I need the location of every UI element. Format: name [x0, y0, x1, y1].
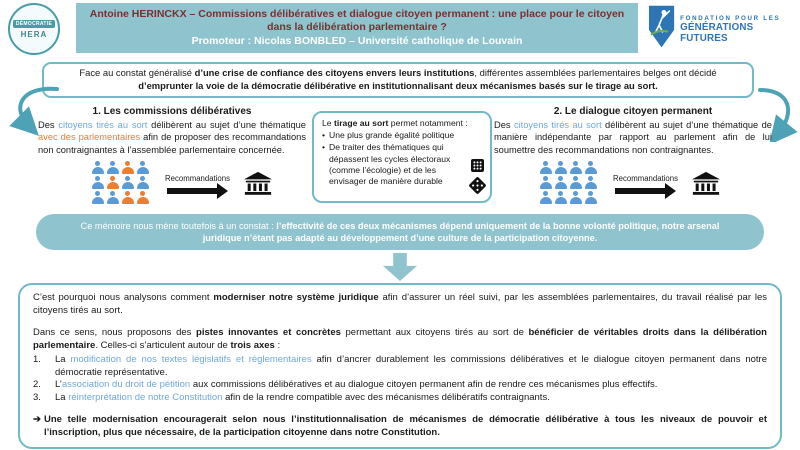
- text-segment-highlight: réinterprétation de notre Constitution: [68, 392, 223, 404]
- person-icon: [538, 191, 553, 206]
- person-icon: [120, 191, 135, 206]
- text-segment: afin de proposer des recommandations non contraignantes à l’assemblée parlementaire concernée.: [38, 132, 306, 155]
- person-icon: [553, 191, 568, 206]
- person-icon: [135, 161, 150, 176]
- down-arrow-icon: [383, 253, 417, 281]
- text-segment: Des: [494, 120, 514, 130]
- person-icon: [583, 161, 598, 176]
- bullet-text: Une plus grande égalité politique: [329, 130, 455, 141]
- bullet-text: De traiter des thématiques qui dépassent les cycles électoraux (comme l’écologie) et de les envisager de manière durable: [329, 142, 451, 186]
- text-segment: L’: [55, 379, 62, 391]
- axis-item-3: [33, 392, 767, 405]
- dice-icons: [471, 159, 484, 192]
- mechanism-1-text: [38, 119, 306, 156]
- person-icon: [90, 191, 105, 206]
- parliament-building-icon: [243, 171, 273, 197]
- text-segment-highlight: citoyens tirés au sort: [513, 120, 602, 130]
- right-arrow-icon: [615, 188, 665, 194]
- intro-statement-box: [42, 62, 754, 98]
- foundation-name-top: FONDATION POUR LES: [680, 15, 781, 22]
- poster-title: Antoine HERINCKX – Commissions délibératives et dialogue citoyen permanent : une place pour le citoyen dans la délibération parlementaire ?: [89, 7, 625, 34]
- axis-number: 3.: [33, 392, 41, 404]
- person-icon: [568, 161, 583, 176]
- mechanism-1-title: 1. Les commissions délibératives: [92, 106, 252, 117]
- mechanism-2-flow: [536, 161, 721, 206]
- finding-text: [62, 220, 738, 245]
- axis-text: [55, 379, 767, 392]
- person-icon: [105, 191, 120, 206]
- mechanism-2-section: [494, 106, 772, 156]
- text-segment-bold: moderniser notre système juridique: [213, 292, 379, 303]
- foundation-name: [680, 15, 800, 44]
- sower-figure-icon: [648, 5, 675, 49]
- final-text: Une telle modernisation encouragerait selon nous l’institutionnalisation de mécanismes de démocratie délibérative à tous les niveaux de pouvoir et l’inscription, plus que nécessaire, de la participation citoyenne dans notre Constitution.: [43, 414, 767, 439]
- person-icon: [90, 176, 105, 191]
- die-grid-icon: [471, 159, 484, 172]
- text-segment: . Celles-ci s’articulent autour de: [95, 339, 231, 351]
- axis-item-2: [33, 379, 767, 392]
- person-icon: [583, 176, 598, 191]
- person-icon: [105, 176, 120, 191]
- recommendations-label: Recommandations: [165, 173, 231, 183]
- foundation-name-bottom: GÉNÉRATIONS FUTURES: [680, 22, 754, 44]
- text-segment-bold: pistes innovantes et concrètes: [196, 326, 341, 338]
- person-icon: [568, 191, 583, 206]
- text-segment: afin d’assurer un réel suivi, par les assemblées parlementaires, du travail réalisé par les citoyens tirés au sort.: [33, 292, 768, 316]
- axis-number: 2.: [33, 379, 41, 391]
- citizens-crowd-icon: [536, 161, 600, 206]
- person-icon: [553, 161, 568, 176]
- lottery-lead: [322, 118, 482, 129]
- text-segment: Des: [38, 120, 59, 130]
- text-segment: Le: [322, 118, 334, 128]
- text-segment: permet notamment :: [388, 118, 468, 128]
- bullet-icon: •: [322, 130, 326, 141]
- person-icon: [120, 161, 135, 176]
- conclusion-paragraph-1: [33, 292, 767, 318]
- badge-ribbon-label: DÉMOCRATIE: [13, 20, 55, 28]
- text-segment: délibèrent au sujet d’une thématique: [147, 120, 306, 130]
- mechanism-1-flow: [88, 161, 273, 206]
- hera-democratie-badge: [8, 3, 60, 55]
- parliament-building-icon: [691, 171, 721, 197]
- person-icon: [538, 161, 553, 176]
- text-segment: C’est pourquoi nous analysons comment: [33, 292, 214, 303]
- text-segment: aux commissions délibératives et au dialogue citoyen permanent afin de rendre ces mécanismes plus effectifs.: [190, 379, 658, 391]
- lottery-info-box: [312, 111, 492, 203]
- text-segment: afin de la rendre compatible avec des mécanismes délibératifs contraignants.: [222, 392, 550, 404]
- text-segment-highlight: modification de nos textes législatifs et réglementaires: [70, 353, 312, 365]
- conclusion-final-statement: [33, 414, 767, 440]
- axis-item-1: [33, 354, 767, 380]
- intro-text: [58, 67, 738, 92]
- text-segment: La: [55, 353, 71, 365]
- recommendations-label: Recommandations: [613, 173, 679, 183]
- text-segment-bold: d’emprunter la voie de la démocratie délibérative en institutionnalisant deux mécanismes basés sur le tirage au sort.: [138, 80, 658, 91]
- text-segment-highlight: association du droit de pétition: [61, 379, 191, 391]
- foundation-logo: [648, 5, 800, 49]
- recommendations-flow: [165, 174, 230, 194]
- text-segment-bold: tirage au sort: [333, 118, 389, 128]
- text-segment-highlight: citoyens tirés au sort: [58, 120, 148, 130]
- mechanism-2-text: [494, 119, 772, 156]
- person-icon: [568, 176, 583, 191]
- person-icon: [90, 161, 105, 176]
- person-icon: [553, 176, 568, 191]
- text-segment: La: [55, 392, 69, 404]
- text-segment-bold: l’effectivité de ces deux mécanismes dépend uniquement de la bonne volonté politique, notre arsenal juridique n’étant pas adapté au développement d’une culture de la participation citoyenne.: [202, 220, 720, 243]
- axis-number: 1.: [33, 353, 41, 365]
- text-segment: afin d’ancrer durablement les commissions délibératives et le dialogue citoyen permanent dans notre démocratie représentative.: [55, 353, 767, 378]
- person-icon: [105, 161, 120, 176]
- die-rotated-icon: [468, 176, 486, 194]
- text-segment-bold: bénéficier de véritables droits dans la délibération parlementaire: [33, 326, 767, 351]
- lottery-bullet-2: [322, 142, 482, 187]
- text-segment: , différentes assemblées parlementaires belges ont décidé: [474, 67, 717, 79]
- text-segment-highlight: avec des parlementaires: [38, 132, 141, 143]
- person-icon: [120, 176, 135, 191]
- person-icon: [135, 191, 150, 206]
- text-segment-bold: d’une crise de confiance des citoyens envers leurs institutions: [194, 67, 475, 79]
- person-icon: [538, 176, 553, 191]
- axis-text: [55, 354, 767, 380]
- text-segment: délibèrent au sujet d’une thématique de manière indépendante par rapport au parlement afin de lui soumettre des recommandations non contraignantes.: [494, 120, 772, 155]
- person-icon: [135, 176, 150, 191]
- recommendations-flow: [613, 174, 678, 194]
- axis-text: [55, 392, 767, 405]
- text-segment: Dans ce sens, nous proposons des: [33, 326, 197, 338]
- text-segment: Face au constat généralisé: [79, 67, 195, 79]
- arrow-marker-icon: ➔: [33, 414, 41, 426]
- conclusion-box: [18, 283, 782, 449]
- mechanism-2-title: 2. Le dialogue citoyen permanent: [553, 106, 713, 117]
- promoter-line: Promoteur : Nicolas BONBLED – Université catholique de Louvain: [191, 34, 523, 47]
- text-segment: Ce mémoire nous mène toutefois à un constat :: [80, 220, 277, 231]
- right-arrow-icon: [167, 188, 217, 194]
- finding-banner: [36, 214, 764, 250]
- text-segment: permettant aux citoyens tirés au sort de: [340, 326, 529, 338]
- bullet-icon: •: [322, 142, 326, 153]
- text-segment: :: [274, 339, 281, 351]
- lottery-bullet-1: [322, 130, 482, 141]
- title-banner: [76, 3, 638, 53]
- mechanism-1-section: [38, 106, 306, 156]
- person-icon: [583, 191, 598, 206]
- conclusion-paragraph-2: [33, 327, 767, 353]
- text-segment-bold: trois axes: [230, 339, 275, 351]
- badge-name-label: HERA: [20, 29, 48, 39]
- citizens-crowd-icon: [88, 161, 152, 206]
